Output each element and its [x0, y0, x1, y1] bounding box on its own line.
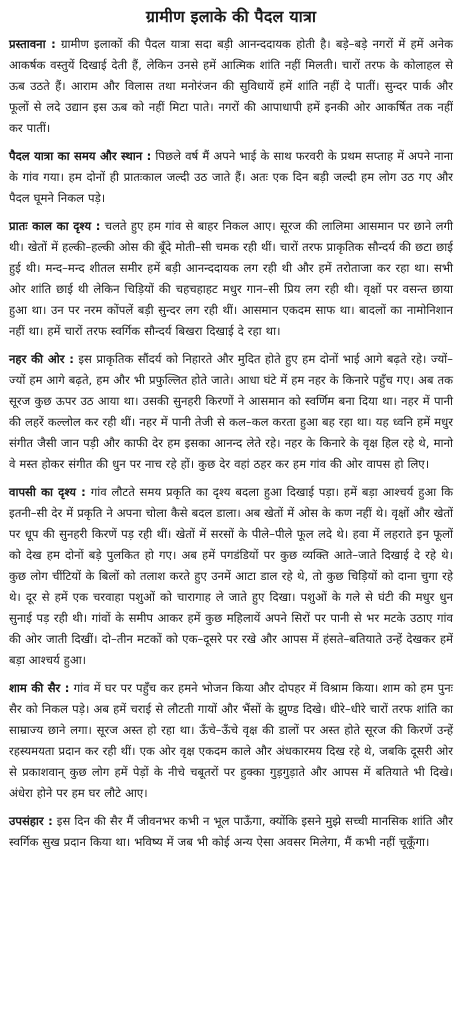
section-heading: शाम की सैर : — [9, 681, 70, 695]
section-heading: प्रस्तावना : — [9, 37, 56, 51]
section-paragraph — [9, 216, 453, 342]
section-text: पिछले वर्ष मैं अपने भाई के साथ फरवरी के प्रथम सप्ताह में अपने नाना के गांव गया। हम दोनों ही प्रातःकाल जल्दी उठ जाते हैं। अतः एक दिन बड़ी जल्दी हम लोग उठ गए और पैदल घूमने निकल पड़े। — [9, 149, 454, 205]
section-heading: प्रातः काल का दृश्य : — [9, 219, 101, 233]
section-text: इस प्राकृतिक सौंदर्य को निहारते और मुदित होते हुए हम दोनों भाई आगे बढ़ते रहे। ज्यों–ज्यों हम आगे बढ़ते, हम और भी प्रफुल्लित होते जाते। आधा घंटे में हम नहर के किनारे पहुँच गए। अब तक सूरज कुछ ऊपर उठ आया था। उसकी सुनहरी किरणों ने आसमान को स्वर्णिम बना दिया था। नहर में पानी की लहरें कल्लोल कर रही थीं। नहर में पानी तेजी से कल–कल करता हुआ बह रहा था। यह ध्वनि हमें मधुर संगीत जैसी जान पड़ी और काफी देर हम इसका आनन्द लेते रहे। नहर के किनारे के वृक्ष हिल रहे थे, मानो वे मस्त होकर संगीत की धुन पर नाच रहे हों। कुछ देर वहां ठहर कर हम गांव की ओर वापस हो लिए। — [9, 352, 453, 471]
section-paragraph — [9, 349, 453, 475]
essay-title: ग्रामीण इलाके की पैदल यात्रा — [145, 7, 317, 26]
section-paragraph — [9, 146, 453, 209]
section-morning-scene — [9, 216, 453, 342]
section-text: गांव लौटते समय प्रकृति का दृश्य बदला हुआ दिखाई पड़ा। हमें बड़ा आश्चर्य हुआ कि इतनी–सी देर में प्रकृति ने अपना चोला कैसे बदल डाला। अब खेतों में ओस के कण नहीं थे। वृक्षों और खेतों पर धूप की सुनहरी किरणें पड़ रही थीं। खेतों में सरसों के पीले–पीले फूल लदे थे। हवा में लहराते इन फूलों को देख हम दोनों बड़े पुलकित हो गए। अब हमें पगडंडियों पर कुछ व्यक्ति आते–जाते दिखाई दे रहे थे। कुछ लोग चींटियों के बिलों को तलाश करते हुए उनमें आटा डाल रहे थे, तो कुछ चिड़ियों को दाना चुगा रहे थे। दूर से हमें एक चरवाहा पशुओं को चारागाह ले जाते हुए दिखा। पशुओं के गले से घंटी की मधुर धुन सुनाई पड़ रही थी। गांवों के समीप आकर हमें कुछ महिलायें अपने सिरों पर पानी से भर मटके उठाए गांव की ओर जाती दिखीं। दो–तीन मटकों को एक–दूसरे पर रखे और आपस में हंसते–बतियाते उन्हें देखकर हमें बड़ा आश्चर्य हुआ। — [9, 485, 453, 667]
section-heading: पैदल यात्रा का समय और स्थान : — [9, 149, 152, 163]
section-conclusion — [9, 811, 453, 853]
section-heading: वापसी का दृश्य : — [9, 485, 86, 499]
section-evening-walk — [9, 678, 453, 804]
section-time-and-place — [9, 146, 453, 209]
section-paragraph — [9, 482, 453, 671]
section-text: चलते हुए हम गांव से बाहर निकल आए। सूरज की लालिमा आसमान पर छाने लगी थी। खेतों में हल्की–हल्की ओस की बूँदे मोती–सी चमक रही थीं। चारों तरफ प्राकृतिक सौन्दर्य की छटा छाई हुई थी। मन्द–मन्द शीतल समीर हमें बड़ी आनन्ददायक लग रही थी और हमें तरोताजा कर रहा था। सभी ओर शांति छाई थी लेकिन चिड़ियों की चहचहाहट मधुर गान–सी प्रिय लग रही थी। वृक्षों पर वसन्त छाया हुआ था। उन पर नरम कोंपलें बड़ी सुन्दर लग रही थीं। आसमान एकदम साफ था। बादलों का नामोनिशान नहीं था। हमें चारों तरफ स्वर्गिक सौन्दर्य बिखरा दिखाई दे रहा था। — [9, 219, 453, 338]
section-paragraph — [9, 34, 453, 139]
section-introduction — [9, 34, 453, 139]
section-return-scene — [9, 482, 453, 671]
section-text: इस दिन की सैर मैं जीवनभर कभी न भूल पाऊँगा, क्योंकि इसने मुझे सच्ची मानसिक शांति और स्वर्गिक सुख प्रदान किया था। भविष्य में जब भी कोई अन्य ऐसा अवसर मिलेगा, मैं कभी नहीं चूकूँगा। — [9, 814, 453, 849]
section-text: गांव में घर पर पहुँच कर हमने भोजन किया और दोपहर में विश्राम किया। शाम को हम पुनः सैर को निकल पड़े। अब हमें चराई से लौटती गायों और भैंसों के झुण्ड दिखे। धीरे–धीरे चारों तरफ शांति का साम्राज्य छाने लगा। सूरज अस्त हो रहा था। ऊँचे–ऊँचे वृक्ष की डालों पर अस्त होते सूरज की किरणें उन्हें रहस्यमयता प्रदान कर रही थीं। एक ओर वृक्ष एकदम काले और अंधकारमय दिख रहे थे, जबकि दूसरी ओर से प्रकाशवान् कुछ लोग हमें पेड़ों के नीचे चबूतरों पर हुक्का गुड़गुड़ाते और आपस में बतियाते भी दिखे। अंधेरा होने पर हम घर लौटे आए। — [9, 681, 453, 800]
section-paragraph — [9, 678, 453, 804]
section-towards-canal — [9, 349, 453, 475]
section-heading: नहर की ओर : — [9, 352, 74, 366]
section-paragraph — [9, 811, 453, 853]
section-text: ग्रामीण इलाकों की पैदल यात्रा सदा बड़ी आनन्ददायक होती है। बड़े–बड़े नगरों में हमें अनेक आकर्षक वस्तुयें दिखाई देती हैं, लेकिन उनसे हमें आत्मिक शांति नहीं मिलती। चारों तरफ के कोलाहल से ऊब उठते हैं। आराम और विलास तथा मनोरंजन की सुविधायें हमें शांति नहीं दे पातीं। सुन्दर पार्क और फूलों से लदे उद्यान इस ऊब को नहीं मिटा पाते। नगरों की आपाधापी हमें इनकी ओर आकर्षित तक नहीं कर पातीं। — [9, 37, 454, 135]
section-heading: उपसंहार : — [9, 814, 53, 828]
